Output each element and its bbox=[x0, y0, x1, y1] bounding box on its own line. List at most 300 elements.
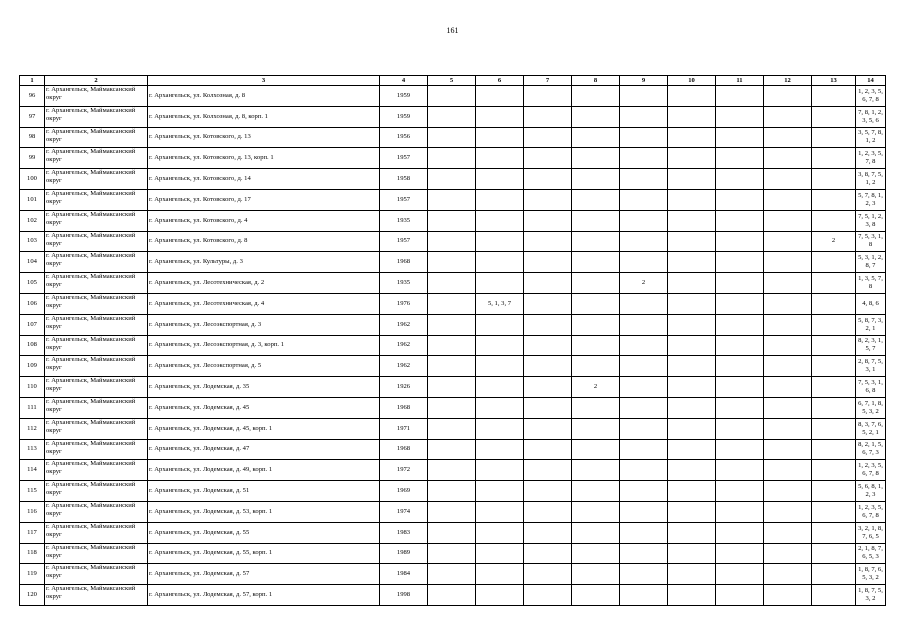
year-cell: 1962 bbox=[380, 314, 428, 335]
col14-cell: 6, 7, 1, 8, 5, 3, 2 bbox=[856, 397, 886, 418]
col9-cell bbox=[620, 460, 668, 481]
col5-cell bbox=[428, 522, 476, 543]
col7-cell bbox=[524, 335, 572, 356]
col6-cell bbox=[476, 564, 524, 585]
year-cell: 1935 bbox=[380, 210, 428, 231]
col12-cell bbox=[764, 418, 812, 439]
district-cell: г. Архангельск, Маймаксанский округ bbox=[45, 86, 148, 107]
table-row bbox=[20, 481, 886, 502]
col13-cell bbox=[812, 501, 856, 522]
district-cell: г. Архангельск, Маймаксанский округ bbox=[45, 314, 148, 335]
col10-cell bbox=[668, 314, 716, 335]
building-register-table bbox=[19, 75, 886, 606]
col8-cell bbox=[572, 169, 620, 190]
row-number: 105 bbox=[20, 273, 45, 294]
year-cell: 1998 bbox=[380, 585, 428, 606]
column-header: 2 bbox=[45, 76, 148, 86]
col13-cell bbox=[812, 481, 856, 502]
col10-cell bbox=[668, 86, 716, 107]
row-number: 107 bbox=[20, 314, 45, 335]
table-row bbox=[20, 585, 886, 606]
district-cell: г. Архангельск, Маймаксанский округ bbox=[45, 210, 148, 231]
district-cell: г. Архангельск, Маймаксанский округ bbox=[45, 252, 148, 273]
col7-cell bbox=[524, 252, 572, 273]
col5-cell bbox=[428, 169, 476, 190]
table-row bbox=[20, 293, 886, 314]
address-cell: г. Архангельск, ул. Лесоэкспортная, д. 3, корп. 1 bbox=[148, 335, 380, 356]
col14-cell: 7, 5, 1, 2, 3, 8 bbox=[856, 210, 886, 231]
col11-cell bbox=[716, 273, 764, 294]
address-cell: г. Архангельск, ул. Лодемская, д. 57, корп. 1 bbox=[148, 585, 380, 606]
row-number: 99 bbox=[20, 148, 45, 169]
year-cell: 1957 bbox=[380, 231, 428, 252]
col13-cell bbox=[812, 356, 856, 377]
col5-cell bbox=[428, 293, 476, 314]
address-cell: г. Архангельск, ул. Лодемская, д. 35 bbox=[148, 377, 380, 398]
col8-cell bbox=[572, 293, 620, 314]
col8-cell bbox=[572, 397, 620, 418]
col8-cell bbox=[572, 210, 620, 231]
col14-cell: 5, 3, 1, 2, 8, 7 bbox=[856, 252, 886, 273]
col6-cell bbox=[476, 439, 524, 460]
col5-cell bbox=[428, 335, 476, 356]
district-cell: г. Архангельск, Маймаксанский округ bbox=[45, 335, 148, 356]
col10-cell bbox=[668, 501, 716, 522]
col11-cell bbox=[716, 356, 764, 377]
col12-cell bbox=[764, 439, 812, 460]
table-row bbox=[20, 86, 886, 107]
col5-cell bbox=[428, 585, 476, 606]
table-row bbox=[20, 210, 886, 231]
col9-cell bbox=[620, 231, 668, 252]
row-number: 115 bbox=[20, 481, 45, 502]
column-header: 13 bbox=[812, 76, 856, 86]
col12-cell bbox=[764, 335, 812, 356]
col7-cell bbox=[524, 377, 572, 398]
col9-cell bbox=[620, 564, 668, 585]
col7-cell bbox=[524, 231, 572, 252]
table-body bbox=[20, 86, 886, 606]
row-number: 119 bbox=[20, 564, 45, 585]
col7-cell bbox=[524, 481, 572, 502]
col11-cell bbox=[716, 127, 764, 148]
year-cell: 1976 bbox=[380, 293, 428, 314]
col7-cell bbox=[524, 418, 572, 439]
row-number: 96 bbox=[20, 86, 45, 107]
col12-cell bbox=[764, 501, 812, 522]
col12-cell bbox=[764, 293, 812, 314]
col5-cell bbox=[428, 356, 476, 377]
column-header: 4 bbox=[380, 76, 428, 86]
address-cell: г. Архангельск, ул. Котовского, д. 17 bbox=[148, 189, 380, 210]
col8-cell bbox=[572, 86, 620, 107]
address-cell: г. Архангельск, ул. Лесотехническая, д. 2 bbox=[148, 273, 380, 294]
row-number: 109 bbox=[20, 356, 45, 377]
col11-cell bbox=[716, 314, 764, 335]
col7-cell bbox=[524, 189, 572, 210]
col6-cell bbox=[476, 501, 524, 522]
address-cell: г. Архангельск, ул. Лодемская, д. 49, корп. 1 bbox=[148, 460, 380, 481]
col13-cell bbox=[812, 169, 856, 190]
col10-cell bbox=[668, 397, 716, 418]
col5-cell bbox=[428, 439, 476, 460]
col14-cell: 1, 2, 3, 5, 6, 7, 8 bbox=[856, 460, 886, 481]
col14-cell: 3, 8, 7, 5, 1, 2 bbox=[856, 169, 886, 190]
address-cell: г. Архангельск, ул. Лесоэкспортная, д. 3 bbox=[148, 314, 380, 335]
col6-cell bbox=[476, 169, 524, 190]
col13-cell bbox=[812, 189, 856, 210]
col5-cell bbox=[428, 314, 476, 335]
address-cell: г. Архангельск, ул. Лесотехническая, д. 4 bbox=[148, 293, 380, 314]
col6-cell bbox=[476, 231, 524, 252]
year-cell: 1968 bbox=[380, 397, 428, 418]
col12-cell bbox=[764, 273, 812, 294]
col10-cell bbox=[668, 335, 716, 356]
address-cell: г. Архангельск, ул. Лодемская, д. 55 bbox=[148, 522, 380, 543]
col11-cell bbox=[716, 564, 764, 585]
col13-cell bbox=[812, 273, 856, 294]
col11-cell bbox=[716, 86, 764, 107]
col9-cell bbox=[620, 210, 668, 231]
table-row bbox=[20, 564, 886, 585]
col7-cell bbox=[524, 127, 572, 148]
district-cell: г. Архангельск, Маймаксанский округ bbox=[45, 169, 148, 190]
col12-cell bbox=[764, 397, 812, 418]
district-cell: г. Архангельск, Маймаксанский округ bbox=[45, 127, 148, 148]
col8-cell bbox=[572, 273, 620, 294]
row-number: 111 bbox=[20, 397, 45, 418]
col8-cell bbox=[572, 127, 620, 148]
row-number: 108 bbox=[20, 335, 45, 356]
col8-cell bbox=[572, 106, 620, 127]
col13-cell bbox=[812, 293, 856, 314]
col9-cell bbox=[620, 335, 668, 356]
col7-cell bbox=[524, 356, 572, 377]
col7-cell bbox=[524, 543, 572, 564]
table-row bbox=[20, 189, 886, 210]
table-row bbox=[20, 439, 886, 460]
col12-cell bbox=[764, 189, 812, 210]
col14-cell: 1, 8, 7, 5, 3, 2 bbox=[856, 585, 886, 606]
col12-cell bbox=[764, 231, 812, 252]
year-cell: 1957 bbox=[380, 148, 428, 169]
year-cell: 1984 bbox=[380, 564, 428, 585]
col13-cell bbox=[812, 418, 856, 439]
page-number: 161 bbox=[446, 26, 459, 35]
district-cell: г. Архангельск, Маймаксанский округ bbox=[45, 273, 148, 294]
col13-cell bbox=[812, 252, 856, 273]
column-header: 3 bbox=[148, 76, 380, 86]
col11-cell bbox=[716, 377, 764, 398]
col14-cell: 2, 1, 8, 7, 6, 5, 3 bbox=[856, 543, 886, 564]
district-cell: г. Архангельск, Маймаксанский округ bbox=[45, 377, 148, 398]
col5-cell bbox=[428, 252, 476, 273]
col8-cell bbox=[572, 252, 620, 273]
year-cell: 1935 bbox=[380, 273, 428, 294]
col7-cell bbox=[524, 169, 572, 190]
col9-cell bbox=[620, 522, 668, 543]
column-header: 11 bbox=[716, 76, 764, 86]
year-cell: 1968 bbox=[380, 252, 428, 273]
col10-cell bbox=[668, 377, 716, 398]
table-row bbox=[20, 418, 886, 439]
year-cell: 1962 bbox=[380, 356, 428, 377]
col13-cell: 2 bbox=[812, 231, 856, 252]
col5-cell bbox=[428, 543, 476, 564]
col13-cell bbox=[812, 564, 856, 585]
col10-cell bbox=[668, 522, 716, 543]
col13-cell bbox=[812, 127, 856, 148]
address-cell: г. Архангельск, ул. Лодемская, д. 45, корп. 1 bbox=[148, 418, 380, 439]
year-cell: 1989 bbox=[380, 543, 428, 564]
col12-cell bbox=[764, 356, 812, 377]
district-cell: г. Архангельск, Маймаксанский округ bbox=[45, 418, 148, 439]
col5-cell bbox=[428, 127, 476, 148]
col11-cell bbox=[716, 481, 764, 502]
col14-cell: 3, 5, 7, 8, 1, 2 bbox=[856, 127, 886, 148]
col6-cell bbox=[476, 252, 524, 273]
col7-cell bbox=[524, 439, 572, 460]
column-header: 12 bbox=[764, 76, 812, 86]
col10-cell bbox=[668, 356, 716, 377]
table-row bbox=[20, 501, 886, 522]
column-header: 9 bbox=[620, 76, 668, 86]
col14-cell: 5, 6, 8, 1, 2, 3 bbox=[856, 481, 886, 502]
col10-cell bbox=[668, 189, 716, 210]
row-number: 113 bbox=[20, 439, 45, 460]
col10-cell bbox=[668, 210, 716, 231]
col8-cell bbox=[572, 314, 620, 335]
col9-cell bbox=[620, 148, 668, 169]
col10-cell bbox=[668, 127, 716, 148]
row-number: 104 bbox=[20, 252, 45, 273]
col9-cell bbox=[620, 314, 668, 335]
col11-cell bbox=[716, 397, 764, 418]
col7-cell bbox=[524, 86, 572, 107]
col7-cell bbox=[524, 148, 572, 169]
col10-cell bbox=[668, 543, 716, 564]
address-cell: г. Архангельск, ул. Котовского, д. 13 bbox=[148, 127, 380, 148]
col6-cell: 5, 1, 3, 7 bbox=[476, 293, 524, 314]
col12-cell bbox=[764, 86, 812, 107]
row-number: 117 bbox=[20, 522, 45, 543]
district-cell: г. Архангельск, Маймаксанский округ bbox=[45, 522, 148, 543]
year-cell: 1969 bbox=[380, 481, 428, 502]
row-number: 100 bbox=[20, 169, 45, 190]
year-cell: 1983 bbox=[380, 522, 428, 543]
col12-cell bbox=[764, 460, 812, 481]
col10-cell bbox=[668, 460, 716, 481]
col14-cell: 7, 5, 3, 1, 8 bbox=[856, 231, 886, 252]
col12-cell bbox=[764, 564, 812, 585]
col8-cell bbox=[572, 335, 620, 356]
col7-cell bbox=[524, 460, 572, 481]
col13-cell bbox=[812, 460, 856, 481]
district-cell: г. Архангельск, Маймаксанский округ bbox=[45, 439, 148, 460]
col6-cell bbox=[476, 86, 524, 107]
col11-cell bbox=[716, 231, 764, 252]
col9-cell bbox=[620, 439, 668, 460]
col14-cell: 1, 2, 3, 5, 7, 8 bbox=[856, 148, 886, 169]
col7-cell bbox=[524, 585, 572, 606]
col8-cell bbox=[572, 481, 620, 502]
col14-cell: 1, 8, 7, 6, 5, 3, 2 bbox=[856, 564, 886, 585]
col10-cell bbox=[668, 148, 716, 169]
col6-cell bbox=[476, 314, 524, 335]
col11-cell bbox=[716, 293, 764, 314]
table-row bbox=[20, 460, 886, 481]
col9-cell bbox=[620, 418, 668, 439]
row-number: 110 bbox=[20, 377, 45, 398]
col5-cell bbox=[428, 86, 476, 107]
col12-cell bbox=[764, 148, 812, 169]
address-cell: г. Архангельск, ул. Лодемская, д. 45 bbox=[148, 397, 380, 418]
col8-cell bbox=[572, 543, 620, 564]
year-cell: 1926 bbox=[380, 377, 428, 398]
col10-cell bbox=[668, 564, 716, 585]
table-row bbox=[20, 356, 886, 377]
district-cell: г. Архангельск, Маймаксанский округ bbox=[45, 397, 148, 418]
year-cell: 1968 bbox=[380, 439, 428, 460]
col6-cell bbox=[476, 397, 524, 418]
table-row bbox=[20, 148, 886, 169]
district-cell: г. Архангельск, Маймаксанский округ bbox=[45, 481, 148, 502]
col14-cell: 1, 2, 3, 5, 6, 7, 8 bbox=[856, 501, 886, 522]
district-cell: г. Архангельск, Маймаксанский округ bbox=[45, 231, 148, 252]
year-cell: 1971 bbox=[380, 418, 428, 439]
col12-cell bbox=[764, 127, 812, 148]
col6-cell bbox=[476, 127, 524, 148]
col5-cell bbox=[428, 210, 476, 231]
col6-cell bbox=[476, 106, 524, 127]
address-cell: г. Архангельск, ул. Котовского, д. 4 bbox=[148, 210, 380, 231]
col5-cell bbox=[428, 564, 476, 585]
col7-cell bbox=[524, 501, 572, 522]
col13-cell bbox=[812, 585, 856, 606]
col11-cell bbox=[716, 585, 764, 606]
col5-cell bbox=[428, 189, 476, 210]
col10-cell bbox=[668, 273, 716, 294]
col12-cell bbox=[764, 210, 812, 231]
col10-cell bbox=[668, 439, 716, 460]
column-header: 10 bbox=[668, 76, 716, 86]
col13-cell bbox=[812, 543, 856, 564]
table-row bbox=[20, 377, 886, 398]
col8-cell bbox=[572, 418, 620, 439]
col6-cell bbox=[476, 481, 524, 502]
col5-cell bbox=[428, 231, 476, 252]
col6-cell bbox=[476, 148, 524, 169]
col7-cell bbox=[524, 397, 572, 418]
column-header: 5 bbox=[428, 76, 476, 86]
col11-cell bbox=[716, 418, 764, 439]
col13-cell bbox=[812, 397, 856, 418]
col11-cell bbox=[716, 439, 764, 460]
column-header: 1 bbox=[20, 76, 45, 86]
col8-cell bbox=[572, 460, 620, 481]
col13-cell bbox=[812, 439, 856, 460]
row-number: 103 bbox=[20, 231, 45, 252]
col9-cell bbox=[620, 106, 668, 127]
col9-cell bbox=[620, 189, 668, 210]
col14-cell: 2, 8, 7, 5, 3, 1 bbox=[856, 356, 886, 377]
col13-cell bbox=[812, 522, 856, 543]
col11-cell bbox=[716, 169, 764, 190]
col12-cell bbox=[764, 252, 812, 273]
district-cell: г. Архангельск, Маймаксанский округ bbox=[45, 148, 148, 169]
col14-cell: 1, 3, 5, 7, 8 bbox=[856, 273, 886, 294]
col12-cell bbox=[764, 314, 812, 335]
col7-cell bbox=[524, 314, 572, 335]
col11-cell bbox=[716, 335, 764, 356]
table-row bbox=[20, 169, 886, 190]
col7-cell bbox=[524, 293, 572, 314]
col7-cell bbox=[524, 564, 572, 585]
table-row bbox=[20, 522, 886, 543]
col13-cell bbox=[812, 148, 856, 169]
year-cell: 1959 bbox=[380, 106, 428, 127]
col12-cell bbox=[764, 106, 812, 127]
col8-cell bbox=[572, 189, 620, 210]
col11-cell bbox=[716, 501, 764, 522]
col11-cell bbox=[716, 189, 764, 210]
col9-cell bbox=[620, 481, 668, 502]
col8-cell bbox=[572, 439, 620, 460]
address-cell: г. Архангельск, ул. Котовского, д. 13, корп. 1 bbox=[148, 148, 380, 169]
district-cell: г. Архангельск, Маймаксанский округ bbox=[45, 106, 148, 127]
col9-cell bbox=[620, 585, 668, 606]
col11-cell bbox=[716, 522, 764, 543]
col13-cell bbox=[812, 314, 856, 335]
col9-cell bbox=[620, 356, 668, 377]
address-cell: г. Архангельск, ул. Лесоэкспортная, д. 5 bbox=[148, 356, 380, 377]
row-number: 114 bbox=[20, 460, 45, 481]
col14-cell: 8, 3, 7, 6, 5, 2, 1 bbox=[856, 418, 886, 439]
year-cell: 1974 bbox=[380, 501, 428, 522]
col6-cell bbox=[476, 273, 524, 294]
col11-cell bbox=[716, 210, 764, 231]
col5-cell bbox=[428, 501, 476, 522]
table-row bbox=[20, 127, 886, 148]
column-header: 8 bbox=[572, 76, 620, 86]
row-number: 120 bbox=[20, 585, 45, 606]
col5-cell bbox=[428, 418, 476, 439]
col6-cell bbox=[476, 585, 524, 606]
col5-cell bbox=[428, 460, 476, 481]
table-row bbox=[20, 273, 886, 294]
col11-cell bbox=[716, 106, 764, 127]
col5-cell bbox=[428, 377, 476, 398]
col9-cell bbox=[620, 543, 668, 564]
table-row bbox=[20, 231, 886, 252]
col8-cell bbox=[572, 564, 620, 585]
address-cell: г. Архангельск, ул. Культуры, д. 3 bbox=[148, 252, 380, 273]
row-number: 116 bbox=[20, 501, 45, 522]
table-row bbox=[20, 314, 886, 335]
address-cell: г. Архангельск, ул. Колхозная, д. 8 bbox=[148, 86, 380, 107]
col5-cell bbox=[428, 481, 476, 502]
col13-cell bbox=[812, 210, 856, 231]
col14-cell: 5, 8, 7, 3, 2, 1 bbox=[856, 314, 886, 335]
col10-cell bbox=[668, 585, 716, 606]
col8-cell bbox=[572, 585, 620, 606]
col9-cell bbox=[620, 501, 668, 522]
row-number: 97 bbox=[20, 106, 45, 127]
col8-cell bbox=[572, 356, 620, 377]
col13-cell bbox=[812, 377, 856, 398]
col11-cell bbox=[716, 148, 764, 169]
col5-cell bbox=[428, 397, 476, 418]
